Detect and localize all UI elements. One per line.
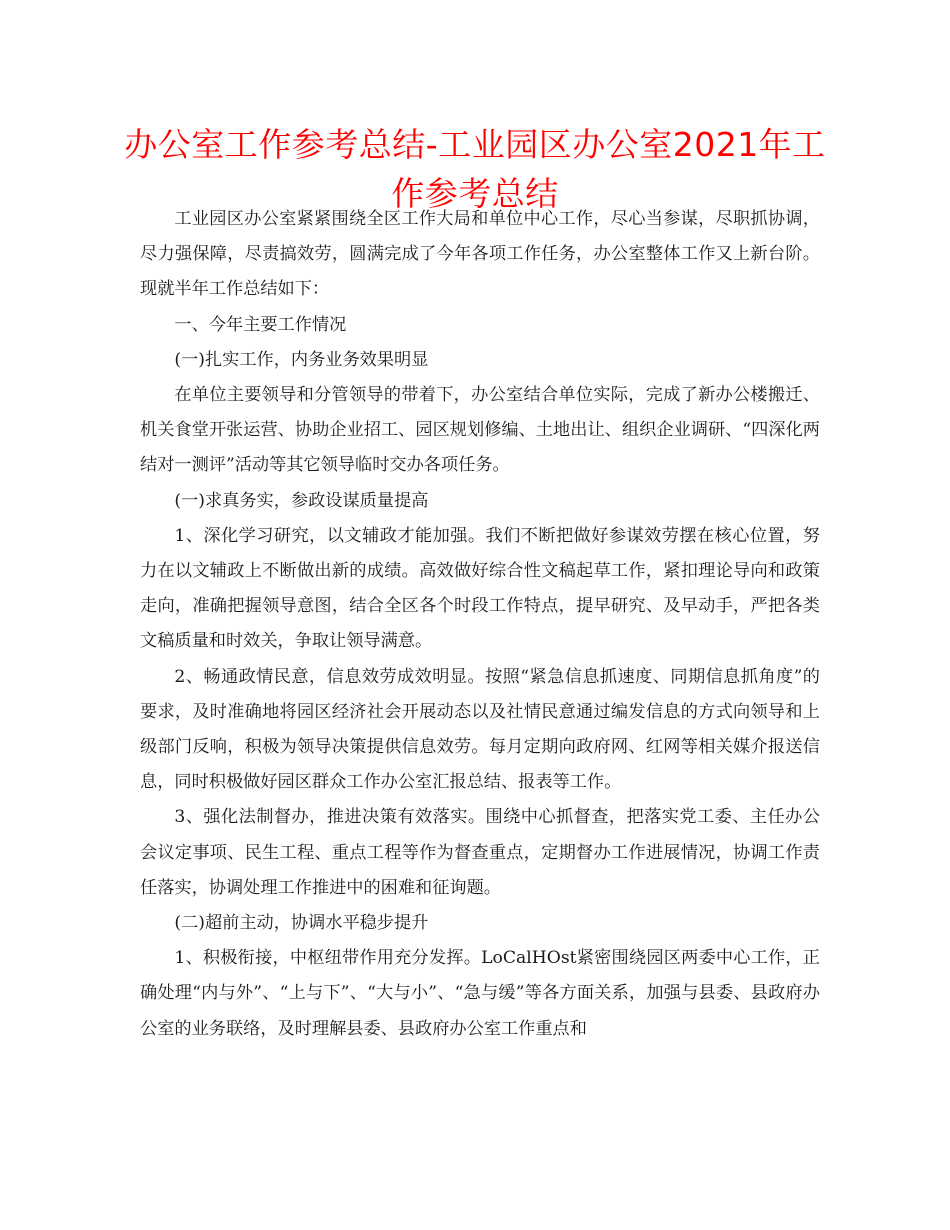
paragraph: 2、畅通政情民意，信息效劳成效明显。按照“紧急信息抓速度、同期信息抓角度”的要求，及时准确地将园区经济社会开展动态以及社情民意通过编发信息的方式向领导和上级部门反响，积极为领导决策提供信息效劳。每月定期向政府网、红网等相关媒介报送信息，同时积极做好园区群众工作办公室汇报总结、报表等工作。 xyxy=(140,666,820,793)
paragraph: 1、深化学习研究，以文辅政才能加强。我们不断把做好参谋效劳摆在核心位置，努力在以文辅政上不断做出新的成绩。高效做好综合性文稿起草工作，紧扣理论导向和政策走向，准确把握领导意图，结合全区各个时段工作特点，提早研究、及早动手，严把各类文稿质量和时效关，争取让领导满意。 xyxy=(140,525,820,652)
document-title: 办公室工作参考总结-工业园区办公室2021年工作参考总结 xyxy=(124,125,826,213)
paragraph-intro: 工业园区办公室紧紧围绕全区工作大局和单位中心工作，尽心当参谋，尽职抓协调，尽力强保障，尽责搞效劳，圆满完成了今年各项工作任务，办公室整体工作又上新台阶。现就半年工作总结如下： xyxy=(140,209,820,300)
subsection-heading: (一)求真务实，参政设谋质量提高 xyxy=(174,490,429,511)
section-heading: 一、今年主要工作情况 xyxy=(174,314,347,335)
paragraph: 3、强化法制督办，推进决策有效落实。围绕中心抓督查，把落实党工委、主任办公会议定事项、民生工程、重点工程等作为督查重点，定期督办工作进展情况，协调工作责任落实，协调处理工作推进中的困难和征询题。 xyxy=(140,807,820,898)
paragraph: 1、积极衔接，中枢纽带作用充分发挥。LoCalHOst紧密围绕园区两委中心工作，正确处理“内与外”、“上与下”、“大与小”、“急与缓”等各方面关系，加强与县委、县政府办公室的业务联络，及时理解县委、县政府办公室工作重点和 xyxy=(140,948,820,1039)
subsection-heading: (一)扎实工作，内务业务效果明显 xyxy=(174,349,429,370)
subsection-heading: (二)超前主动，协调水平稳步提升 xyxy=(174,913,429,934)
paragraph: 在单位主要领导和分管领导的带着下，办公室结合单位实际，完成了新办公楼搬迁、机关食堂开张运营、协助企业招工、园区规划修编、土地出让、组织企业调研、“四深化两结对一测评”活动等其它领导临时交办各项任务。 xyxy=(140,385,820,476)
document-body xyxy=(140,202,820,1047)
